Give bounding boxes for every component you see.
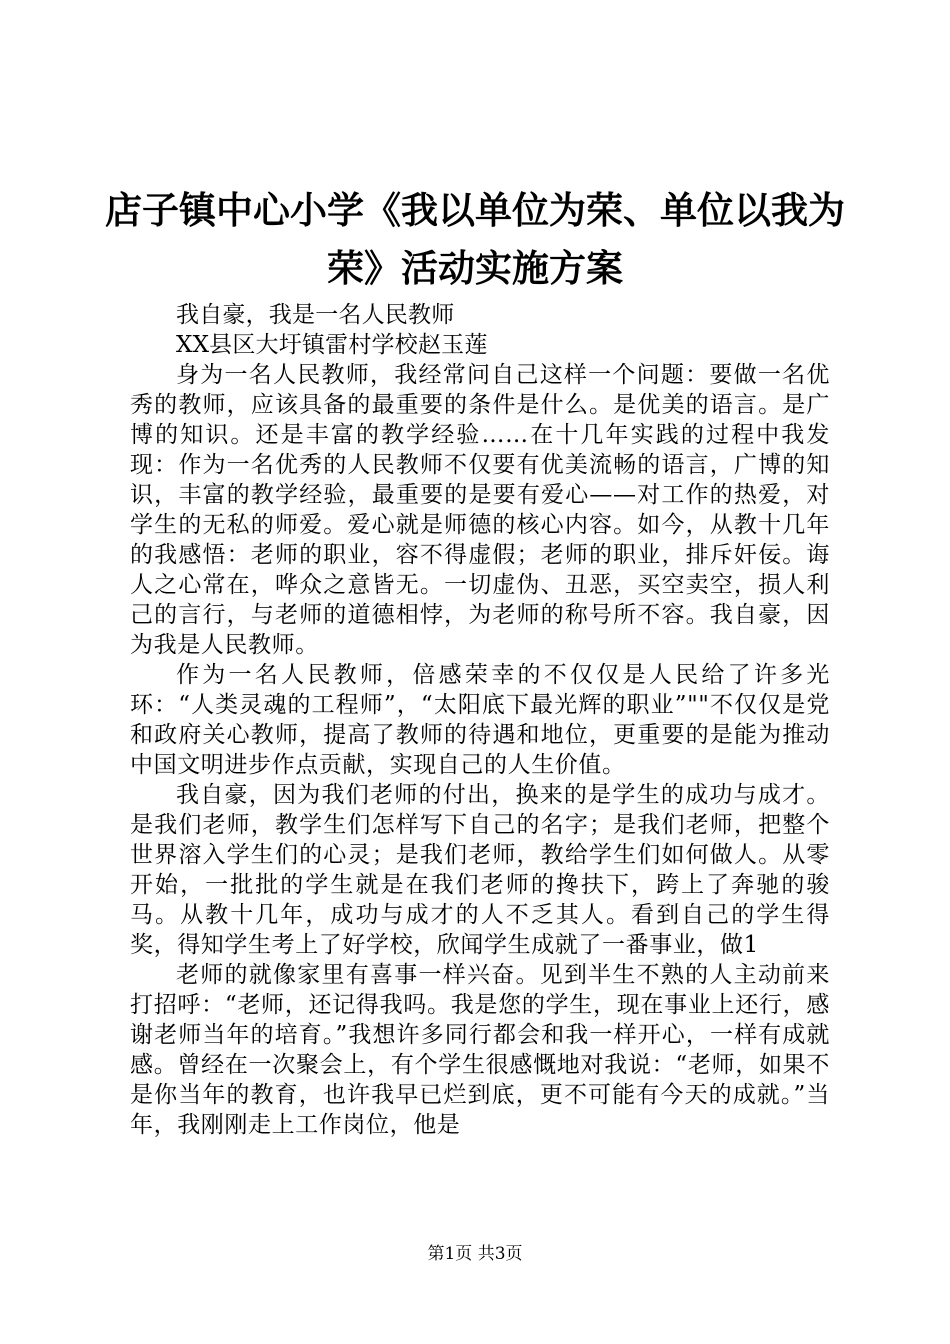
document-body [130,300,830,1140]
essay-title: 我自豪，我是一名人民教师 [176,302,455,328]
essay-author: XX县区大圩镇雷村学校赵玉莲 [176,332,488,358]
document-title-line-2: 荣》活动实施方案 [327,246,623,290]
paragraph: 身为一名人民教师，我经常问自己这样一个问题：要做一名优秀的教师，应该具备的最重要的条件是什么。是优美的语言。是广博的知识。还是丰富的教学经验……在十几年实践的过程中我发现：作为一名优秀的人民教师不仅要有优美流畅的语言，广博的知识，丰富的教学经验，最重要的是要有爱心——对工作的热爱，对学生的无私的师爱。爱心就是师德的核心内容。如今，从教十几年的我感悟：老师的职业，容不得虚假；老师的职业，排斥奸佞。诲人之心常在，哗众之意皆无。一切虚伪、丑恶，买空卖空，损人利己的言行，与老师的道德相悖，为老师的称号所不容。我自豪，因为我是人民教师。 [130,362,830,658]
paragraph: 老师的就像家里有喜事一样兴奋。见到半生不熟的人主动前来打招呼：“老师，还记得我吗。我是您的学生，现在事业上还行，感谢老师当年的培育。”我想许多同行都会和我一样开心，一样有成就感。曾经在一次聚会上，有个学生很感慨地对我说：“老师，如果不是你当年的教育，也许我早已烂到底，更不可能有今天的成就。”当年，我刚刚走上工作岗位，他是 [130,962,830,1138]
paragraph: 我自豪，因为我们老师的付出，换来的是学生的成功与成才。是我们老师，教学生们怎样写下自己的名字；是我们老师，把整个世界溶入学生们的心灵；是我们老师，教给学生们如何做人。从零开始，一批批的学生就是在我们老师的搀扶下，跨上了奔驰的骏马。从教十几年，成功与成才的人不乏其人。看到自己的学生得奖，得知学生考上了好学校，欣闻学生成就了一番事业，做1 [130,782,830,958]
paragraph: 作为一名人民教师，倍感荣幸的不仅仅是人民给了许多光环：“人类灵魂的工程师”，“太阳底下最光辉的职业”""不仅仅是党和政府关心教师，提高了教师的待遇和地位，更重要的是能为推动中国文明进步作点贡献，实现自己的人生价值。 [130,662,830,778]
document-title-line-1: 店子镇中心小学《我以单位为荣、单位以我为 [105,188,845,232]
page-number-footer: 第1页 共3页 [427,1244,523,1264]
